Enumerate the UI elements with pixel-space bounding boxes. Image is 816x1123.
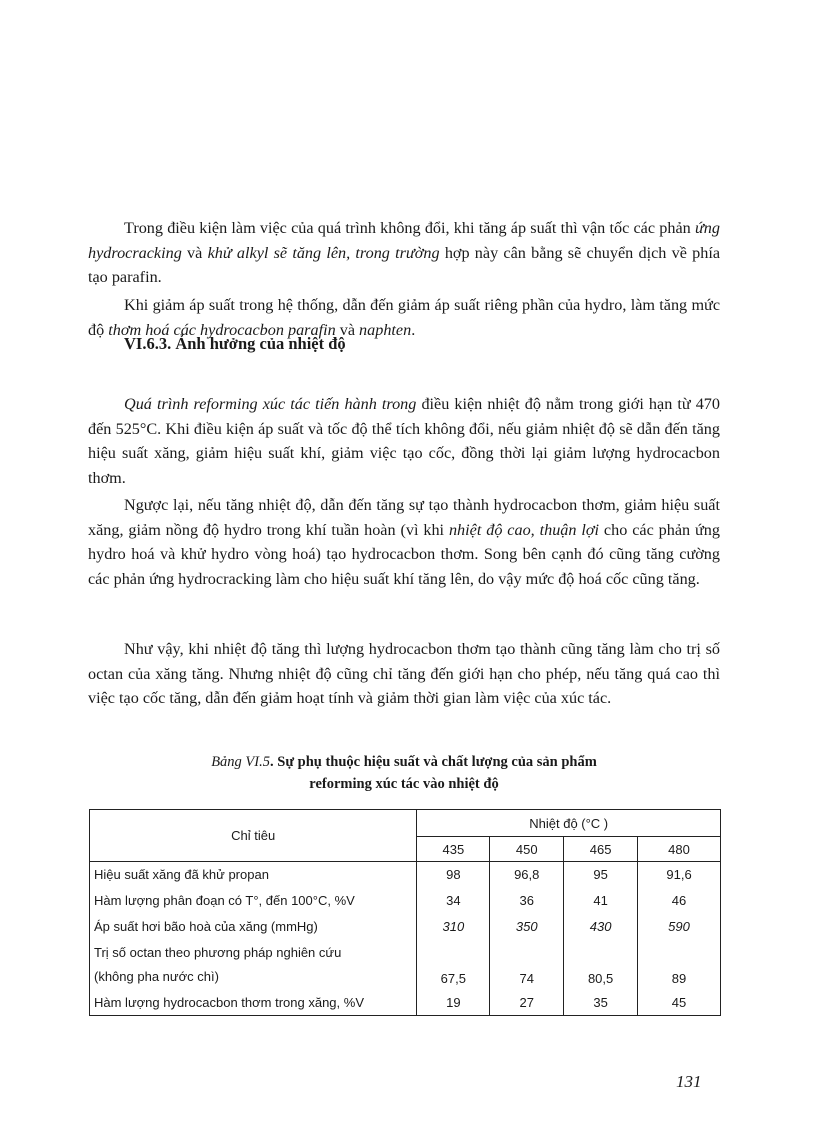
text-run-italic: nhiệt độ cao, thuận lợi [448, 520, 600, 539]
cell-value: 96,8 [490, 862, 564, 887]
row-label-line: (không pha nước chì) [94, 968, 219, 984]
page-number: 131 [676, 1072, 702, 1091]
text-run: Như vậy, khi nhiệt độ tăng thì lượng hydrocacbon thơm tạo thành cũng tăng làm cho trị số octan của xăng tăng. Nhưng nhiệt độ cũng chỉ tăng đến giới hạn cho phép, nếu tăng quá cao thì việc tạo cốc tăng, dẫn đến giảm hoạt tính và giảm thời gian làm việc của xúc tác. [88, 640, 720, 707]
table-label: Bảng VI.5 [211, 754, 270, 770]
cell-value: 36 [490, 887, 564, 914]
text-run: cho các phản ứng hydro hoá và khử hydro vòng hoá) tạo hydrocacbon thơm. Song bên cạnh đó cũng tăng cường các phản ứng hydrocracking làm cho hiệu suất khí tăng lên, do vậy mức độ hoá cốc cũng tăng. [88, 520, 720, 588]
text-run: và [181, 243, 208, 262]
caption-text: reforming xúc tác vào nhiệt độ [309, 776, 499, 792]
row-label: Hàm lượng hydrocacbon thơm trong xăng, %V [90, 990, 417, 1016]
text-run: . [411, 320, 416, 339]
table-row [90, 940, 721, 990]
paragraph-conclusion [88, 637, 720, 711]
cell-value: 45 [638, 990, 721, 1016]
cell-value: 27 [490, 990, 564, 1016]
section-heading: VI.6.3. Ảnh hưởng của nhiệt độ [124, 334, 346, 353]
row-label: Hàm lượng phân đoạn có T°, đến 100°C, %V [90, 887, 417, 914]
row-label [90, 940, 417, 990]
row-label: Áp suất hơi bão hoà của xăng (mmHg) [90, 914, 417, 940]
temp-header: 480 [638, 837, 721, 862]
temp-header: 465 [564, 837, 638, 862]
data-table [89, 809, 721, 1016]
cell-value: 46 [638, 887, 721, 914]
text-run: hợp này cân bằng sẽ chuyển dịch về phía tạo parafin. [88, 243, 721, 286]
cell-value: 89 [638, 940, 721, 990]
temp-header: 435 [417, 837, 490, 862]
cell-value: 310 [417, 914, 490, 940]
col-header-temperature: Nhiệt độ (°C ) [417, 810, 721, 837]
row-label-line: Trị số octan theo phương pháp nghiên cứu [94, 944, 342, 960]
text-run-italic: ứng hydrocracking [88, 219, 720, 262]
table-row [90, 862, 721, 887]
cell-value: 41 [564, 887, 638, 914]
row-label: Hiệu suất xăng đã khử propan [90, 862, 417, 887]
table-caption [88, 751, 720, 795]
cell-value: 34 [417, 887, 490, 914]
text-run: và [335, 320, 360, 339]
text-run: điều kiện nhiệt độ nằm trong giới hạn từ 470 đến 525°C. Khi điều kiện áp suất và tốc độ thể tích không đổi, nếu giảm nhiệt độ sẽ dẫn đến tăng hiệu suất xăng, giảm hiệu suất khí, giảm việc tạo cốc, đồng thời lại giảm lượng hydrocacbon thơm. [88, 395, 720, 487]
cell-value: 350 [490, 914, 564, 940]
text-run-italic: naphten [359, 320, 412, 339]
caption-text: . Sự phụ thuộc hiệu suất và chất lượng của sản phẩm [270, 754, 597, 770]
text-run: Khi giảm áp suất trong hệ thống, dẫn đến giảm áp suất riêng phần của hydro, làm tăng mức độ [88, 296, 720, 339]
text-run-italic: khử alkyl sẽ tăng lên, trong trường [207, 243, 440, 262]
table-header-row [90, 810, 721, 837]
cell-value: 35 [564, 990, 638, 1016]
cell-value: 98 [417, 862, 490, 887]
cell-value: 80,5 [564, 940, 638, 990]
text-run: Ngược lại, nếu tăng nhiệt độ, dẫn đến tăng sự tạo thành hydrocacbon thơm, giảm hiệu suất xăng, giảm nồng độ hydro trong khí tuần hoàn (vì khi [88, 496, 720, 539]
cell-value: 91,6 [638, 862, 721, 887]
text-run-italic: Quá trình reforming xúc tác tiến hành trong [124, 395, 417, 413]
paragraph-temperature-increase [88, 493, 720, 591]
paragraph-temperature-range [88, 392, 720, 490]
table-row [90, 990, 721, 1016]
paragraph-pressure-increase [88, 216, 720, 290]
cell-value: 590 [638, 914, 721, 940]
table-row [90, 914, 721, 940]
cell-value: 430 [564, 914, 638, 940]
cell-value: 67,5 [417, 940, 490, 990]
text-run-italic: thơm hoá các hydrocacbon parafin [108, 320, 336, 339]
cell-value: 19 [417, 990, 490, 1016]
table-row [90, 887, 721, 914]
cell-value: 95 [564, 862, 638, 887]
col-header-criteria: Chỉ tiêu [90, 810, 417, 862]
text-run: Trong điều kiện làm việc của quá trình không đổi, khi tăng áp suất thì vận tốc các phản [124, 219, 695, 237]
cell-value: 74 [490, 940, 564, 990]
temp-header: 450 [490, 837, 564, 862]
